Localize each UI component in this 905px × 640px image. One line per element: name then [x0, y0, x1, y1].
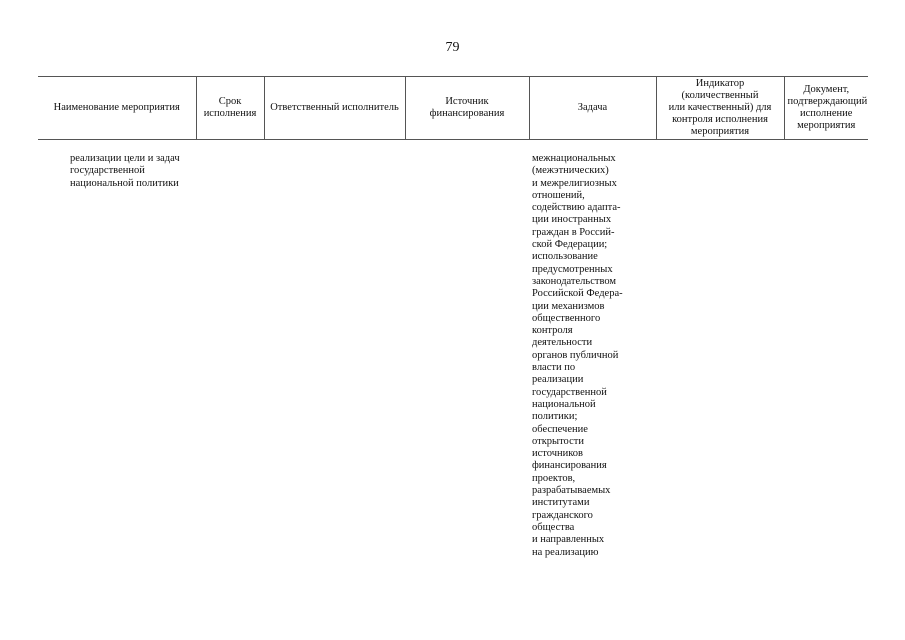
cell-task: межнациональных (межэтнических) и межрелигиозных отношений, содействию адапта- ции иностранных граждан в Россий- ской Федерации; использование предусмотренных законодательством Российской Федера- ции механизмов общественного контроля деятельности органов публичной власти по реализации государственной национальной политики; обеспечение открытости источников финансирования проектов, разрабатываемых институтами гражданского общества и направленных на реализацию: [532, 153, 623, 558]
header-funding-source: Источник финансирования: [405, 77, 529, 140]
header-document: Документ, подтверждающий исполнение мероприятия: [784, 77, 868, 140]
cell-executor: [264, 140, 405, 559]
header-task: Задача: [529, 77, 656, 140]
table-header-row: [38, 77, 868, 140]
header-indicator: Индикатор (количественный или качественный) для контроля исполнения мероприятия: [656, 77, 784, 140]
cell-document: [784, 140, 868, 559]
cell-measure-name: реализации цели и задач государственной национальной политики: [70, 153, 180, 189]
cell-indicator: [656, 140, 784, 559]
measures-table: [38, 76, 868, 559]
header-measure-name: Наименование мероприятия: [38, 77, 196, 140]
header-deadline: Срок исполнения: [196, 77, 264, 140]
header-executor: Ответственный исполнитель: [264, 77, 405, 140]
cell-funding-source: [405, 140, 529, 559]
cell-deadline: [196, 140, 264, 559]
table-row: [38, 140, 868, 559]
page-number: 79: [445, 40, 460, 55]
